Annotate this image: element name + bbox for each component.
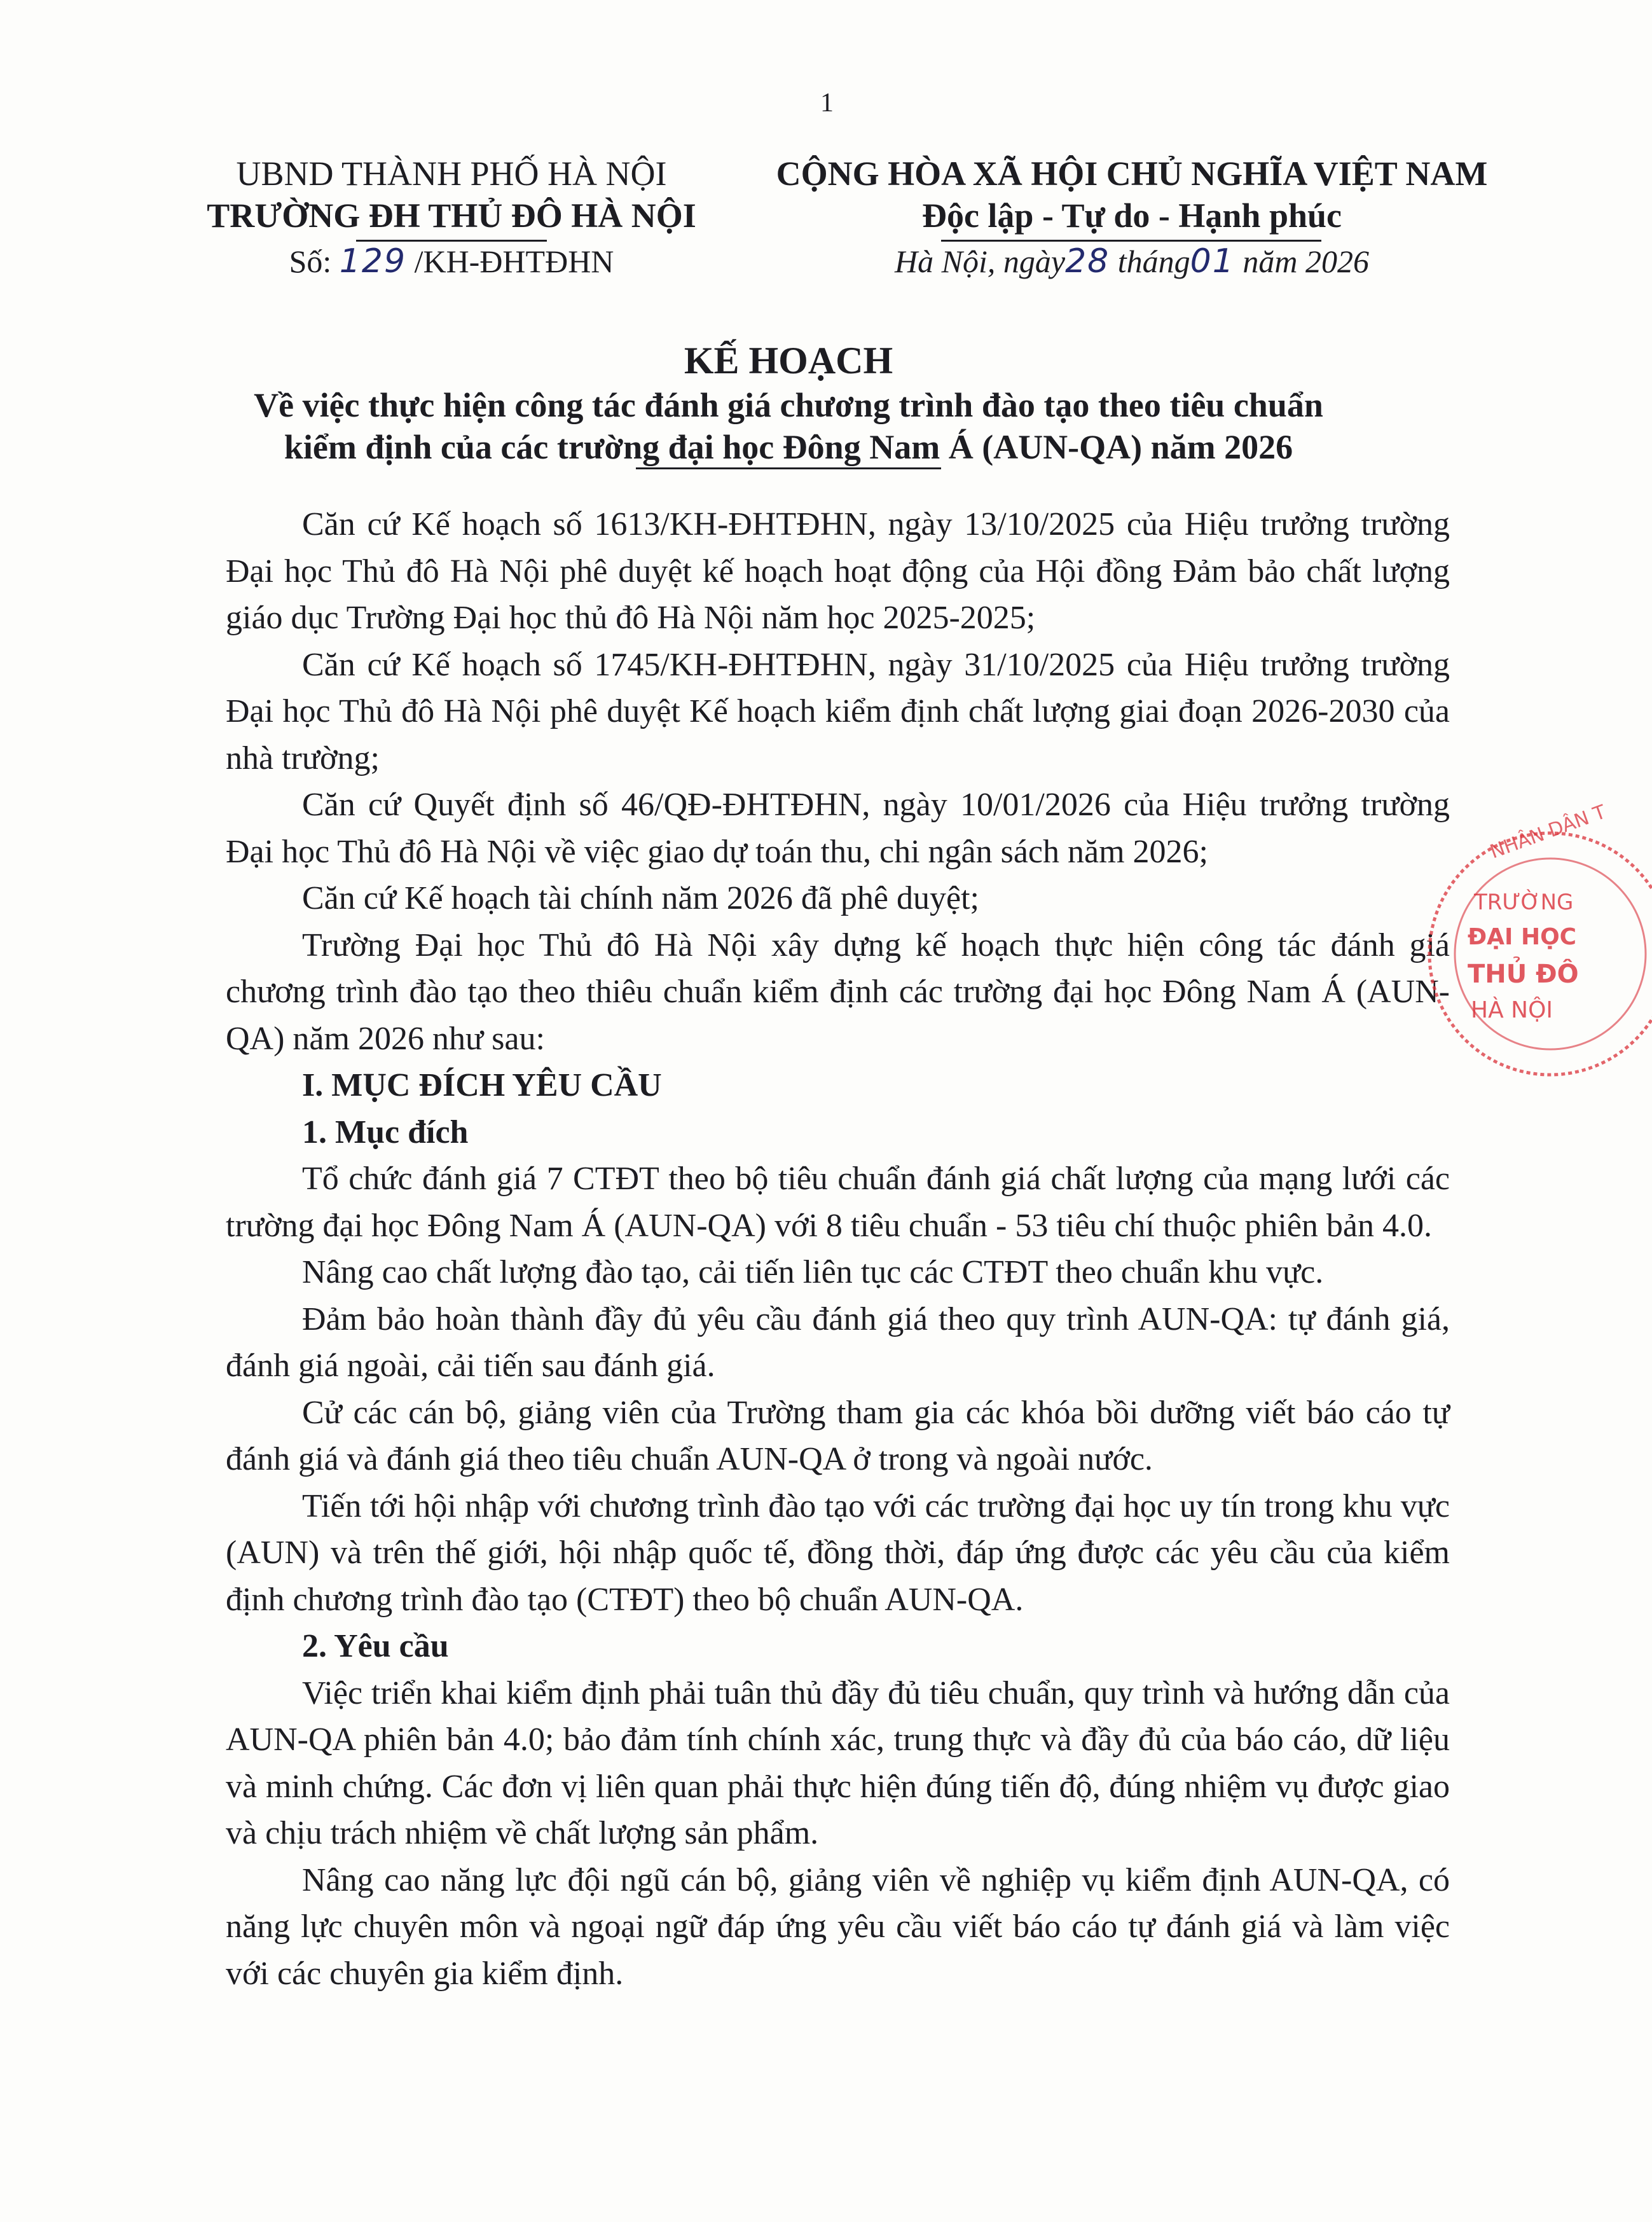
motto-underline xyxy=(941,240,1321,242)
paragraph-legal-basis-3: Căn cứ Quyết định số 46/QĐ-ĐHTĐHN, ngày 10/01/2026 của Hiệu trưởng trường Đại học Thủ đô Hà Nội về việc giao dự toán thu, chi ngân sách năm 2026; xyxy=(226,787,1450,870)
paragraph-intro: Trường Đại học Thủ đô Hà Nội xây dựng kế hoạch thực hiện công tác đánh giá chương trình đào tạo theo thiêu chuẩn kiểm định các trường đại học Đông Nam Á (AUN-QA) năm 2026 như sau: xyxy=(226,927,1450,1057)
date-day: 28 xyxy=(1065,242,1110,280)
stamp-outer-ring xyxy=(1429,833,1652,1075)
org-line-2: TRƯỜNG ĐH THỦ ĐÔ HÀ NỘI xyxy=(207,197,696,235)
national-heading xyxy=(750,153,1513,282)
official-stamp xyxy=(1423,801,1652,1087)
paragraph-legal-basis-2: Căn cứ Kế hoạch số 1745/KH-ĐHTĐHN, ngày 31/10/2025 của Hiệu trưởng trường Đại học Thủ đô Hà Nội phê duyệt Kế hoạch kiểm định chất lượng giai đoạn 2026-2030 của nhà trường; xyxy=(226,646,1450,776)
paragraph-purpose-4: Cử các cán bộ, giảng viên của Trường tham gia các khóa bồi dưỡng viết báo cáo tự đánh giá và đánh giá theo tiêu chuẩn AUN-QA ở trong và ngoài nước. xyxy=(226,1394,1450,1477)
subsection-heading-purpose: 1. Mục đích xyxy=(302,1114,469,1150)
doc-no-suffix: /KH-ĐHTĐHN xyxy=(414,244,614,279)
paragraph-purpose-1: Tổ chức đánh giá 7 CTĐT theo bộ tiêu chuẩn đánh giá chất lượng của mạng lưới các trường đại học Đông Nam Á (AUN-QA) với 8 tiêu chuẩn - 53 tiêu chí thuộc phiên bản 4.0. xyxy=(226,1161,1450,1244)
paragraph-requirements-1: Việc triển khai kiểm định phải tuân thủ đầy đủ tiêu chuẩn, quy trình và hướng dẫn của AUN-QA phiên bản 4.0; bảo đảm tính chính xác, trung thực và đầy đủ của báo cáo, dữ liệu và minh chứng. Các đơn vị liên quan phải thực hiện đúng tiến độ, đúng nhiệm vụ được giao và chịu trách nhiệm về chất lượng sản phẩm. xyxy=(226,1674,1450,1851)
document-number xyxy=(191,240,712,282)
document-date xyxy=(750,240,1513,282)
title-main: KẾ HOẠCH xyxy=(684,340,893,382)
paragraph-purpose-5: Tiến tới hội nhập với chương trình đào tạo với các trường đại học uy tín trong khu vực (AUN) và trên thế giới, hội nhập quốc tế, đồng thời, đáp ứng được các yêu cầu của kiểm định chương trình đào tạo (CTĐT) theo bộ chuẩn AUN-QA. xyxy=(226,1487,1450,1618)
paragraph-legal-basis-1: Căn cứ Kế hoạch số 1613/KH-ĐHTĐHN, ngày 13/10/2025 của Hiệu trưởng trường Đại học Thủ đô Hà Nội phê duyệt kế hoạch hoạt động của Hội đồng Đảm bảo chất lượng giáo dục Trường Đại học thủ đô Hà Nội năm học 2025-2025; xyxy=(226,506,1450,636)
title-sub-2: kiểm định của các trường đại học Đông Nam Á (AUN-QA) năm 2026 xyxy=(284,428,1293,466)
stamp-ring-text: NHÂN DÂN T xyxy=(1487,801,1609,864)
date-month: 01 xyxy=(1190,242,1235,280)
document-body xyxy=(226,501,1450,1997)
title-sub-1: Về việc thực hiện công tác đánh giá chương trình đào tạo theo tiêu chuẩn xyxy=(254,386,1323,424)
section-heading-1: I. MỤC ĐÍCH YÊU CẦU xyxy=(302,1067,662,1103)
paragraph-legal-basis-4: Căn cứ Kế hoạch tài chính năm 2026 đã phê duyệt; xyxy=(302,880,979,916)
date-suffix: năm 2026 xyxy=(1242,244,1369,279)
nation-line-1: CỘNG HÒA XÃ HỘI CHỦ NGHĨA VIỆT NAM xyxy=(776,155,1488,193)
document-title xyxy=(191,337,1386,468)
subsection-heading-requirements: 2. Yêu cầu xyxy=(302,1628,449,1664)
org-underline xyxy=(356,240,547,242)
stamp-line-4: HÀ NỘI xyxy=(1471,997,1553,1023)
date-month-label: tháng xyxy=(1117,244,1190,279)
date-prefix: Hà Nội, ngày xyxy=(895,244,1066,279)
paragraph-purpose-3: Đảm bảo hoàn thành đầy đủ yêu cầu đánh giá theo quy trình AUN-QA: tự đánh giá, đánh giá ngoài, cải tiến sau đánh giá. xyxy=(226,1301,1450,1384)
nation-line-2: Độc lập - Tự do - Hạnh phúc xyxy=(921,197,1342,235)
paragraph-requirements-2: Nâng cao năng lực đội ngũ cán bộ, giảng viên về nghiệp vụ kiểm định AUN-QA, có năng lực chuyên môn và ngoại ngữ đáp ứng yêu cầu viết báo cáo tự đánh giá và làm việc với các chuyên gia kiểm định. xyxy=(226,1861,1450,1992)
org-line-1: UBND THÀNH PHỐ HÀ NỘI xyxy=(236,155,667,193)
doc-no-handwritten: 129 xyxy=(339,242,407,280)
issuing-organization xyxy=(191,153,712,282)
doc-no-prefix: Số: xyxy=(289,244,332,279)
stamp-line-3: THỦ ĐÔ xyxy=(1468,960,1579,989)
paragraph-purpose-2: Nâng cao chất lượng đào tạo, cải tiến liên tục các CTĐT theo chuẩn khu vực. xyxy=(302,1254,1324,1290)
stamp-line-2: ĐẠI HỌC xyxy=(1468,924,1577,950)
page-number: 1 xyxy=(820,88,834,118)
stamp-line-1: TRƯỜNG xyxy=(1474,890,1574,915)
title-underline xyxy=(636,467,941,469)
